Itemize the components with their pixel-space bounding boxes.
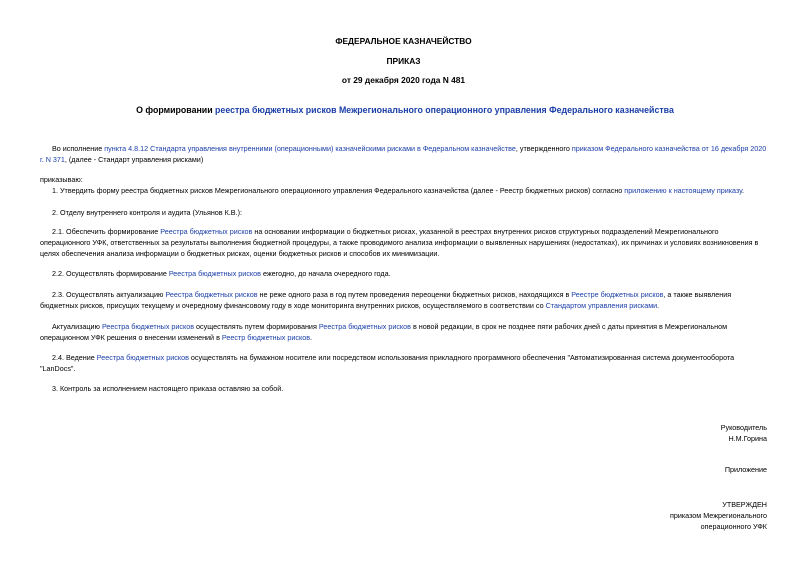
item-2-1-text-2: на основании информации о бюджетных рисках, указанной в реестрах внутренних рисков структурных подразделений Межрегионального [252,227,719,236]
registry-link[interactable]: Реестра бюджетных рисков [318,322,411,331]
item-1-text: 1. Утвердить форму реестра бюджетных рисков Межрегионального операционного управления Федерального казначейства (далее - Реестр бюджетных рисков) согласно [52,186,625,195]
approved-label: УТВЕРЖДЕН [722,500,767,509]
doc-type: ПРИКАЗ [386,56,421,66]
approved-line-2: приказом Межрегионального [669,511,767,520]
item-1 [52,186,744,196]
registry-link[interactable]: Реестра бюджетных рисков [165,290,258,299]
item-2-3-text: 2.3. Осуществлять актуализацию [52,290,166,299]
item-2-1-line-2: операционного УФК, ответственных за результаты выполнения бюджетной процедуры, а также проводимого анализа информации о выявленных нарушениях (недостатках), их причинах и условиях возникновения в [40,238,759,247]
intro-text-2: , утвержденного [515,144,572,153]
doc-date-number: от 29 декабря 2020 года N 481 [341,75,466,85]
intro-line-2 [40,155,203,165]
item-2-3-end: . [657,301,660,310]
item-1-end: . [742,186,745,195]
registry-link[interactable]: Реестра бюджетных рисков [96,353,189,362]
risk-standard-link[interactable]: Стандартом управления рисками [545,301,658,310]
approved-line-3: операционного УФК [700,522,767,531]
actualization-text-2: осуществлять путем формирования [194,322,319,331]
signature-name: Н.М.Горина [728,434,767,443]
item-2-4-text: 2.4. Ведение [52,353,97,362]
item-3: 3. Контроль за исполнением настоящего приказа оставляю за собой. [52,384,284,393]
order-371-link-cont[interactable]: г. N 371 [40,155,65,164]
actualization-end: . [310,333,313,342]
title-prefix: О формировании [136,105,216,115]
item-2-4-line-2: "LanDocs". [40,364,76,373]
registry-link[interactable]: Реестра бюджетных рисков [160,227,253,236]
registry-link[interactable]: Реестр бюджетных рисков [221,333,311,342]
registry-link[interactable]: Реестра бюджетных рисков [101,322,195,331]
order-word: приказываю: [40,175,83,184]
standard-link[interactable]: пункта 4.8.12 Стандарта управления внутренними (операционными) казначейскими рисками в Федеральном казначействе [104,144,516,153]
item-2-1-text: 2.1. Обеспечить формирование [52,227,161,236]
actualization-line-1 [52,322,727,332]
appendix-link[interactable]: приложению к настоящему приказу [624,186,743,195]
item-2-3-text-2: не реже одного раза в год путем проведения переоценки бюджетных рисков, находящихся в [257,290,572,299]
item-2-4-line-1 [52,353,734,363]
actualization-text-4: операционном УФК решения о внесении изменений в [40,333,222,342]
org-name: ФЕДЕРАЛЬНОЕ КАЗНАЧЕЙСТВО [335,36,472,46]
registry-link[interactable]: Реестра бюджетных рисков [168,269,261,278]
item-2-1-line-1 [52,227,719,237]
item-2-4-text-2: осуществлять на бумажном носителе или посредством использования прикладного программного обеспечения "Автоматизированная система документооборота [188,353,735,362]
intro-line-1 [52,144,766,154]
actualization-text-3: в новой редакции, в срок не позднее пяти рабочих дней с даты принятия в Межрегиональном [410,322,728,331]
item-2: 2. Отделу внутреннего контроля и аудита (Ульянов К.В.): [52,208,242,217]
title-link[interactable]: реестра бюджетных рисков Межрегионального операционного управления Федерального казначейства [215,105,674,115]
intro-text-3: , (далее - Стандарт управления рисками) [64,155,204,164]
item-2-2 [52,269,391,279]
appendix-label: Приложение [724,465,767,474]
actualization-line-2 [40,333,312,343]
item-2-2-end: ежегодно, до начала очередного года. [260,269,391,278]
registry-link[interactable]: Реестре бюджетных рисков [571,290,664,299]
item-2-1-line-3: целях обеспечения анализа информации о бюджетных рисках, оценки бюджетных рисков и способов их минимизации. [40,249,440,258]
page-title [60,105,750,115]
order-371-link[interactable]: приказом Федерального казначейства от 16 декабря 2020 [571,144,767,153]
item-2-2-text: 2.2. Осуществлять формирование [52,269,169,278]
signature-position: Руководитель [720,423,767,432]
item-2-3-text-3: , а также выявления [663,290,732,299]
item-2-3-line-1 [52,290,731,300]
item-2-3-line-2 [40,301,659,311]
item-2-3-text-4: бюджетных рисков, присущих текущему и очередному финансовому году в ходе мониторинга внутренних рисков, осуществляемого в соответствии со [40,301,546,310]
intro-text: Во исполнение [52,144,105,153]
actualization-text: Актуализацию [52,322,102,331]
